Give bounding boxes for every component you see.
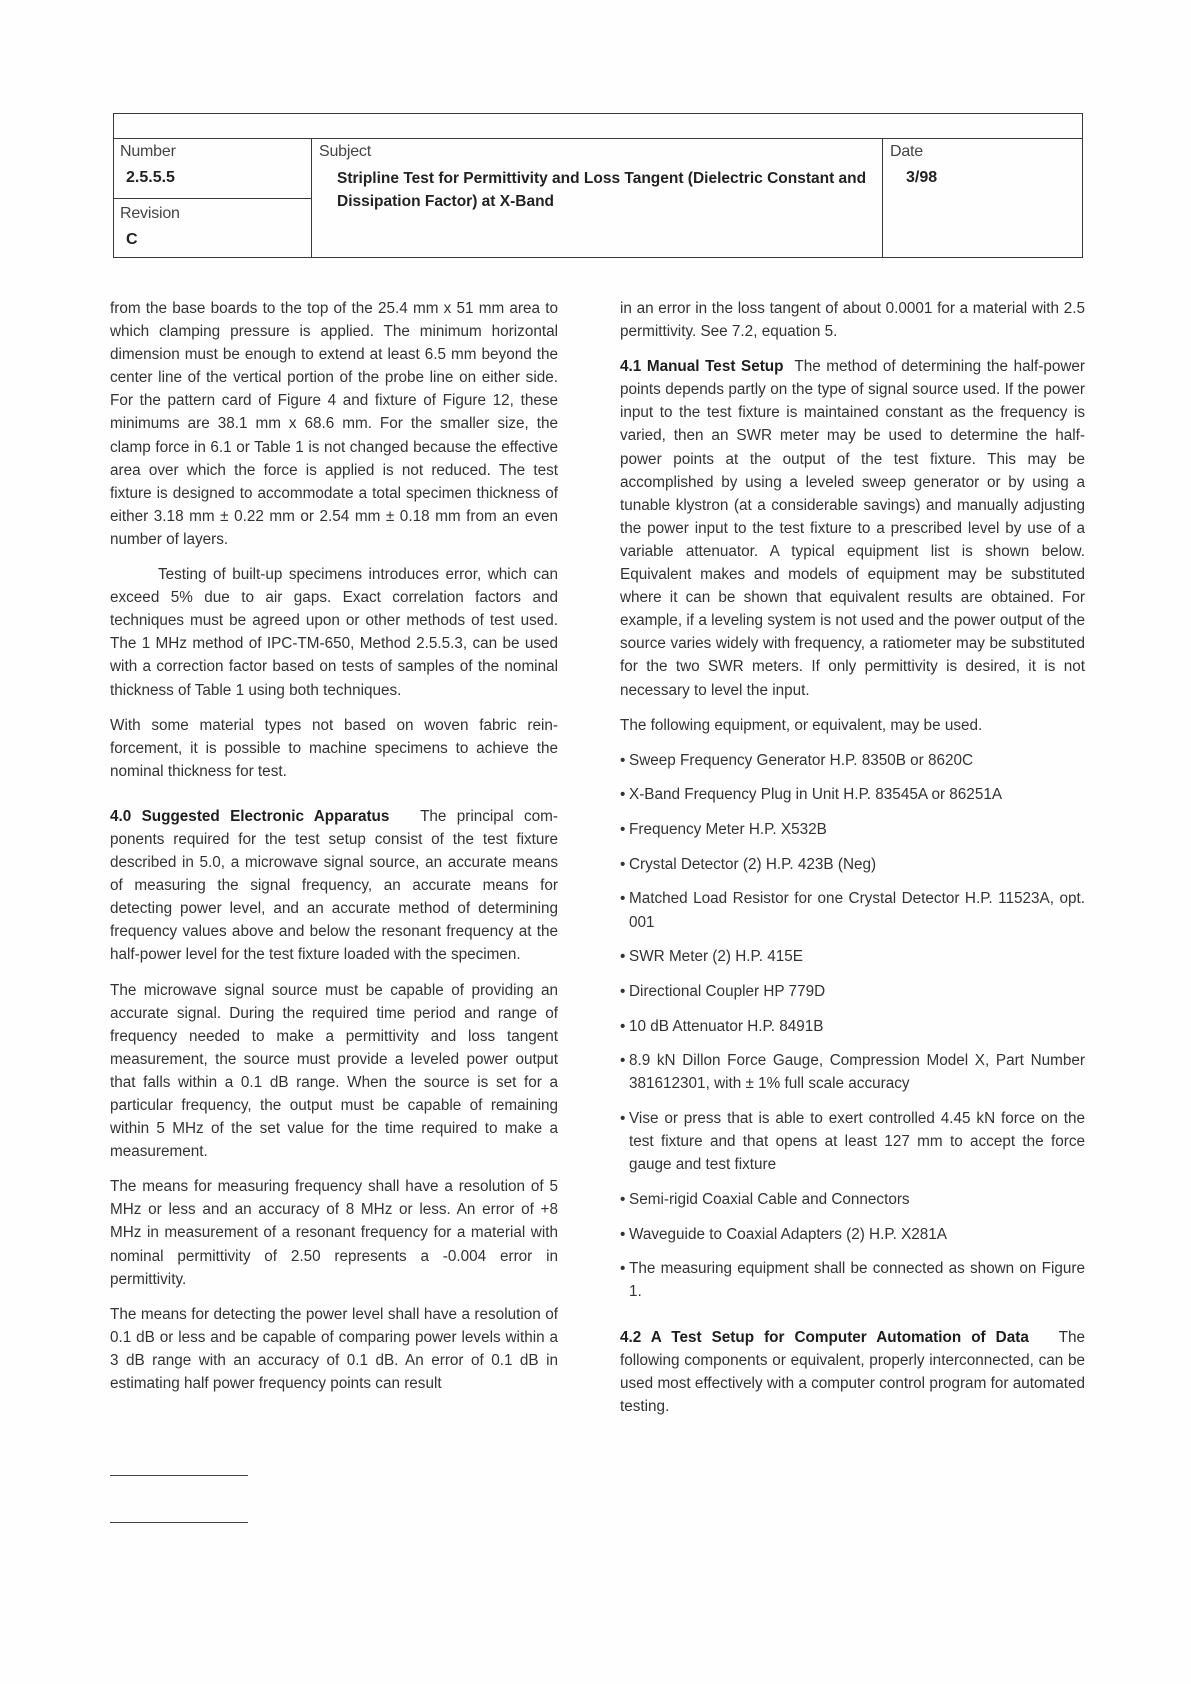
- bullet-icon: •: [620, 855, 626, 873]
- paragraph: in an error in the loss tangent of about 0.0001 for a material with 2.5 permittivity. See 7.2, equation 5.: [620, 300, 1085, 341]
- header-subject-cell: [312, 138, 883, 257]
- paragraph: from the base boards to the top of the 25.4 mm x 51 mm area to which clamping pressure is applied. The minimum horizontal dimension must be enough to extend at least 6.5 mm beyond the center line of the vertical portion of the probe line on either side. For the pattern card of Figure 4 and fixture of Figure 12, these minimums are 38.1 mm x 68.6 mm. For the smaller size, the clamp force in 6.1 or Table 1 is not changed because the effective area over which the force is applied is not reduced. The test fixture is designed to accommodate a total specimen thickness of either 3.18 mm ± 0.22 mm or 2.54 mm ± 0.18 mm from an even number of layers.: [110, 300, 558, 548]
- revision-label: Revision: [120, 205, 180, 222]
- bullet-icon: •: [620, 890, 626, 908]
- paragraph: The microwave signal source must be capable of providing an accurate signal. During the required time period and range of frequency needed to make a permittivity and loss tangent measurement, the source must provide a leveled power output that falls within a 0.1 dB range. When the source is set for a particular frequency, the output must be capable of remaining within 5 MHz of the set value for the time required to make a measurement.: [110, 981, 558, 1161]
- document-header-table: [113, 113, 1083, 258]
- bullet-icon: •: [620, 821, 626, 839]
- header-date-cell: [883, 138, 1082, 257]
- bullet-icon: •: [620, 1052, 626, 1070]
- bullet-icon: •: [620, 982, 626, 1000]
- date-label: Date: [890, 143, 923, 160]
- section-heading: 4.2 A Test Setup for Computer Automation of Data: [620, 1328, 1029, 1346]
- subject-title: Stripline Test for Permittivity and Loss Tangent (Dielectric Constant and Dissipation Factor) at X-Band: [337, 170, 867, 210]
- equipment-list-item: [620, 783, 1085, 806]
- bullet-icon: •: [620, 1260, 626, 1278]
- equipment-list-item: [620, 945, 1085, 968]
- bullet-icon: •: [620, 948, 626, 966]
- equipment-text: Directional Coupler HP 779D: [629, 982, 826, 1000]
- section-4-0: [110, 805, 558, 967]
- equipment-text: Sweep Frequency Generator H.P. 8350B or 8620C: [629, 751, 974, 769]
- number-label: Number: [120, 143, 176, 160]
- footnote-rule: [110, 1522, 248, 1523]
- paragraph: The means for measuring frequency shall have a resolution of 5 MHz or less and an accuracy of 8 MHz or less. An error of +8 MHz in measurement of a resonant frequency for a material with nominal permittivity of 2.50 represents a -0.004 error in permittivity.: [110, 1178, 558, 1288]
- equipment-text: Frequency Meter H.P. X532B: [629, 821, 827, 839]
- bullet-icon: •: [620, 1225, 626, 1243]
- equipment-list-item: [620, 853, 1085, 876]
- bullet-icon: •: [620, 751, 626, 769]
- equipment-text: Matched Load Resistor for one Crystal Detector H.P. 11523A, opt. 001: [629, 890, 1085, 931]
- paragraph: Testing of built-up specimens introduces error, which can exceed 5% due to air gaps. Exact correlation factors and techniques must be agreed upon or other methods of test used. The 1 MHz method of IPC-TM-650, Method 2.5.5.3, can be used with a correction factor based on tests of samples of the nominal thickness of Table 1 using both techniques.: [110, 566, 558, 699]
- bullet-icon: •: [620, 786, 626, 804]
- equipment-list-item: [620, 980, 1085, 1003]
- section-text: The following components or equivalent, properly interconnected, can be used most effectively with a computer control program for automated testing.: [620, 1328, 1085, 1415]
- equipment-intro: The following equipment, or equivalent, may be used.: [620, 716, 983, 734]
- equipment-list-item: [620, 1257, 1085, 1303]
- header-top-band: [114, 114, 1082, 139]
- paragraph: The means for detecting the power level shall have a resolution of 0.1 dB or less and be capable of comparing power levels within a 3 dB range with an accuracy of 0.1 dB. An error of 0.1 dB in estimating half power frequency points can result: [110, 1305, 558, 1393]
- equipment-list-item: [620, 1107, 1085, 1176]
- section-heading: 4.0 Suggested Electronic Apparatus: [110, 807, 390, 825]
- equipment-list-item: [620, 749, 1085, 772]
- subject-label: Subject: [319, 143, 371, 160]
- equipment-text: Vise or press that is able to exert controlled 4.45 kN force on the test fixture and that opens at least 127 mm to accept the force gauge and test fixture: [629, 1110, 1085, 1174]
- date-value: 3/98: [906, 169, 938, 186]
- equipment-text: X-Band Frequency Plug in Unit H.P. 83545A or 86251A: [629, 786, 1003, 804]
- equipment-text: Waveguide to Coaxial Adapters (2) H.P. X281A: [629, 1225, 948, 1243]
- section-text: The principal components required for the test setup consist of the test fixture described in 5.0, a microwave signal source, an accurate means of measuring the signal frequency, an accurate means for detecting power level, and an accurate method of determining frequency values above and below the resonant frequency at the half-power level for the test fixture loaded with the specimen.: [110, 807, 559, 964]
- paragraph: With some material types not based on woven fabric reinforcement, it is possible to machine specimens to achieve the nominal thickness for test.: [110, 716, 558, 780]
- equipment-list-item: [620, 1015, 1085, 1038]
- equipment-text: 8.9 kN Dillon Force Gauge, Compression Model X, Part Number 381612301, with ± 1% full scale accuracy: [629, 1052, 1085, 1093]
- header-number-cell: [114, 138, 312, 257]
- revision-value: C: [126, 231, 138, 248]
- section-4-1: [620, 355, 1085, 701]
- bullet-icon: •: [620, 1017, 626, 1035]
- left-text-column: [110, 297, 558, 1407]
- section-text: The method of determining the half-power points depends partly on the type of signal source used. If the power input to the test fixture is maintained constant as the frequency is varied, then an SWR meter may be used to determine the half-power points at the output of the test fixture. This may be accomplished by using a leveled sweep generator or by using a tunable klystron (at a considerable savings) and manually adjusting the power input to the test fixture to a prescribed level by use of a variable attenuator. A typical equipment list is shown below. Equivalent makes and models of equipment may be substituted where it can be shown that equivalent results are obtained. For example, if a leveling system is not used and the power output of the source varies widely with frequency, a ratiometer may be substituted for the two SWR meters. If only permittivity is desired, it is not necessary to level the input.: [620, 358, 1085, 699]
- equipment-list-item: [620, 1223, 1085, 1246]
- right-text-column: [620, 297, 1085, 1430]
- equipment-list-item: [620, 1049, 1085, 1095]
- equipment-text: Semi-rigid Coaxial Cable and Connectors: [629, 1190, 910, 1208]
- equipment-list: [620, 749, 1085, 1304]
- equipment-text: SWR Meter (2) H.P. 415E: [629, 948, 803, 966]
- revision-divider: [114, 198, 311, 199]
- section-4-2: [620, 1326, 1085, 1418]
- equipment-text: 10 dB Attenuator H.P. 8491B: [629, 1017, 824, 1035]
- section-heading: 4.1 Manual Test Setup: [620, 358, 784, 376]
- equipment-list-item: [620, 818, 1085, 841]
- number-value: 2.5.5.5: [126, 169, 175, 186]
- equipment-list-item: [620, 887, 1085, 933]
- equipment-list-item: [620, 1188, 1085, 1211]
- equipment-text: Crystal Detector (2) H.P. 423B (Neg): [629, 855, 877, 873]
- equipment-text: The measuring equipment shall be connected as shown on Figure 1.: [629, 1260, 1085, 1301]
- bullet-icon: •: [620, 1110, 626, 1128]
- bullet-icon: •: [620, 1190, 626, 1208]
- footnote-rule: [110, 1475, 248, 1476]
